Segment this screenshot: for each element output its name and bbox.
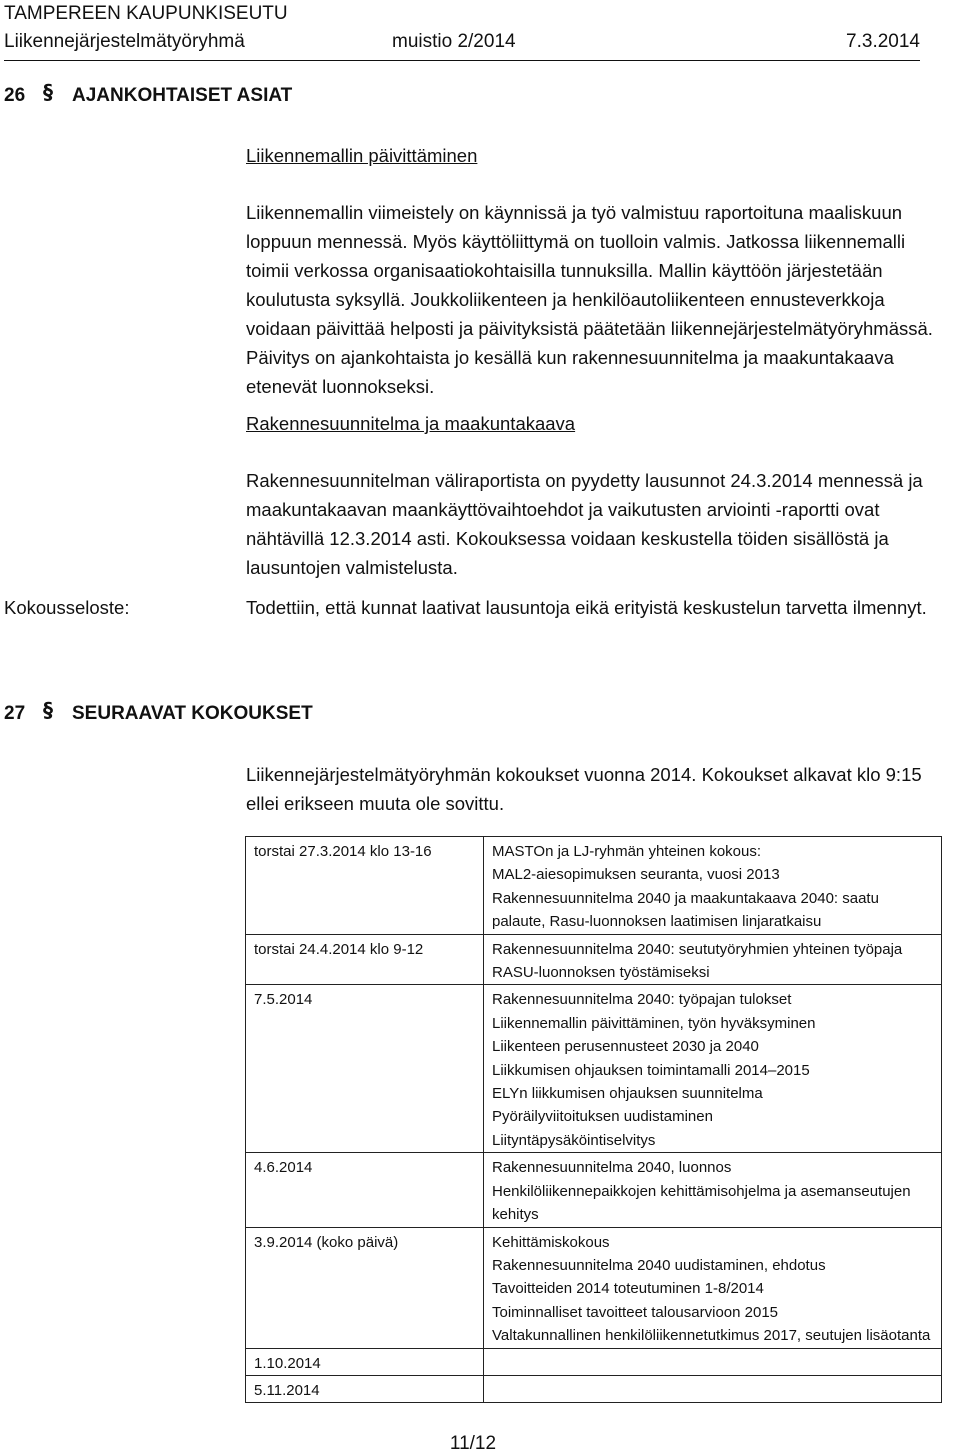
section-title: SEURAAVAT KOKOUKSET xyxy=(72,703,313,724)
subsection-title: Liikennemallin päivittäminen xyxy=(246,145,478,166)
subsection-text: Liikennemallin viimeistely on käynnissä ja työ valmistuu raportoituna maaliskuun loppuun mennessä. Myös käyttöliittymä on tuolloin valmis. Jatkossa liikennemalli toimii verkossa organisaatiokohtaisilla tunnuksilla. Mallin käyttöön järjestetään koulutusta syksyllä. Joukkoliikenteen ja henkilöautoliikenteen ennusteverkkoja voidaan päivittää helposti ja päivityksistä päätetään liikennejärjestelmätyöryhmässä. Päivitys on ajankohtaista jo kesällä kun rakennesuunnitelma ja maakuntakaava etenevät luonnokseksi. xyxy=(246,202,933,397)
agenda-item: Rakennesuunnitelma 2040: seututyöryhmien yhteinen työpaja RASU-luonnoksen työstämiseksi xyxy=(492,940,903,982)
paragraph-sign-icon xyxy=(42,79,72,113)
agenda-item: Rakennesuunnitelma 2040 uudistaminen, ehdotus xyxy=(492,1256,826,1274)
group-name: Liikennejärjestelmätyöryhmä xyxy=(4,31,245,52)
meeting-agenda xyxy=(484,1153,942,1227)
meeting-agenda xyxy=(484,934,942,985)
meeting-date: 7.5.2014 xyxy=(246,985,484,1153)
agenda-item: Toiminnalliset tavoitteet talousarvioon 2015 xyxy=(492,1303,779,1321)
meeting-date: torstai 24.4.2014 klo 9-12 xyxy=(246,934,484,985)
section-27-heading xyxy=(4,697,313,731)
agenda-item: ELYn liikkumisen ohjauksen suunnitelma xyxy=(492,1085,763,1103)
agenda-item: Liikenteen perusennusteet 2030 ja 2040 xyxy=(492,1038,759,1056)
page-header xyxy=(4,0,920,56)
minutes-label: Kokousseloste: xyxy=(4,597,130,618)
meeting-date: 1.10.2014 xyxy=(246,1348,484,1375)
header-divider xyxy=(4,60,920,61)
meeting-agenda xyxy=(484,837,942,935)
section-title: AJANKOHTAISET ASIAT xyxy=(72,85,293,106)
paragraph-sign-icon xyxy=(42,697,72,731)
table-row xyxy=(246,1375,942,1402)
agenda-item: MASTOn ja LJ-ryhmän yhteinen kokous: xyxy=(492,843,762,860)
meeting-date: 4.6.2014 xyxy=(246,1153,484,1227)
header-row xyxy=(4,28,920,56)
subsection-traffic-model xyxy=(246,141,946,401)
meetings-table xyxy=(245,836,942,1403)
section-number: 27 xyxy=(4,703,26,724)
table-row xyxy=(246,837,942,935)
agenda-item: Rakennesuunnitelma 2040 ja maakuntakaava 2040: saatu palaute, Rasu-luonnoksen laatimisen linjaratkaisu xyxy=(492,889,879,931)
meeting-date: torstai 27.3.2014 klo 13-16 xyxy=(246,837,484,935)
meeting-agenda xyxy=(484,985,942,1153)
meeting-agenda xyxy=(484,1375,942,1402)
agenda-item: MAL2-aiesopimuksen seuranta, vuosi 2013 xyxy=(492,866,780,884)
agenda-item: Liikennemallin päivittäminen, työn hyväksyminen xyxy=(492,1014,816,1032)
minutes-text: Todettiin, että kunnat laativat lausuntoja eikä erityistä keskustelun tarvetta ilmennyt. xyxy=(246,597,927,618)
section-number: 26 xyxy=(4,85,26,106)
agenda-item: Valtakunnallinen henkilöliikennetutkimus 2017, seutujen lisäotanta xyxy=(492,1327,931,1345)
subsection-title: Rakennesuunnitelma ja maakuntakaava xyxy=(246,413,576,434)
meeting-date: 5.11.2014 xyxy=(246,1375,484,1402)
agenda-item: Tavoitteiden 2014 toteutuminen 1-8/2014 xyxy=(492,1280,764,1298)
table-row xyxy=(246,1227,942,1348)
organization-name: TAMPEREEN KAUPUNKISEUTU xyxy=(4,3,288,24)
agenda-item: Rakennesuunnitelma 2040, luonnos xyxy=(492,1159,732,1177)
agenda-item: Liikkumisen ohjauksen toimintamalli 2014–2015 xyxy=(492,1061,810,1079)
table-row xyxy=(246,985,942,1153)
table-row xyxy=(246,934,942,985)
table-row xyxy=(246,1153,942,1227)
table-row xyxy=(246,1348,942,1375)
memo-number: muistio 2/2014 xyxy=(392,31,516,52)
subsection-text: Rakennesuunnitelman väliraportista on pyydetty lausunnot 24.3.2014 mennessä ja maakuntakaavan maankäyttövaihtoehdot ja vaikutusten arviointi -raportti ovat nähtävillä 12.3.2014 asti. Kokouksessa voidaan keskustella töiden sisällöstä ja lausuntojen valmistelusta. xyxy=(246,470,923,578)
svg-text:§: § xyxy=(43,80,53,104)
subsection-structure-plan xyxy=(246,409,946,582)
agenda-item: Liityntäpysäköintiselvitys xyxy=(492,1131,656,1149)
memo-date: 7.3.2014 xyxy=(846,31,920,52)
meeting-agenda xyxy=(484,1348,942,1375)
agenda-item: Rakennesuunnitelma 2040: työpajan tulokset xyxy=(492,991,792,1009)
page-number: 11/12 xyxy=(449,1433,497,1454)
agenda-item: Kehittämiskokous xyxy=(492,1233,610,1251)
meetings-intro: Liikennejärjestelmätyöryhmän kokoukset vuonna 2014. Kokoukset alkavat klo 9:15 ellei erikseen muuta ole sovittu. xyxy=(246,764,922,814)
agenda-item: Pyöräilyviitoituksen uudistaminen xyxy=(492,1108,713,1126)
agenda-item: Henkilöliikennepaikkojen kehittämisohjelma ja asemanseutujen kehitys xyxy=(492,1182,911,1224)
svg-text:§: § xyxy=(43,698,53,722)
section-26-heading xyxy=(4,79,292,113)
meeting-date: 3.9.2014 (koko päivä) xyxy=(246,1227,484,1348)
meeting-agenda xyxy=(484,1227,942,1348)
